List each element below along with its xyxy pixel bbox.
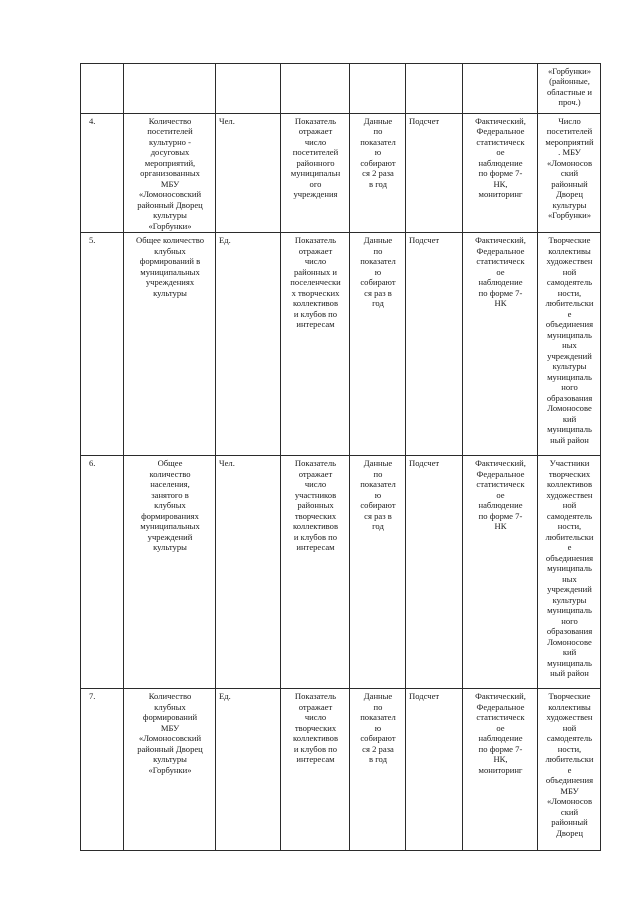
unit-text: Чел.	[219, 458, 235, 469]
method-text: Подсчет	[409, 235, 440, 246]
method-text: Подсчет	[409, 691, 440, 702]
frequency-cell	[350, 233, 406, 456]
notes-cell	[538, 456, 601, 689]
notes-cell	[538, 64, 601, 114]
frequency-cell	[350, 456, 406, 689]
indicator-table	[80, 63, 601, 851]
notes-cell	[538, 233, 601, 456]
description-cell	[281, 456, 350, 689]
unit-cell	[216, 64, 281, 114]
source-cell	[463, 114, 538, 233]
indicator-name-cell	[124, 64, 216, 114]
indicator-name: Количество посетителей культурно - досуговых мероприятий, организованных МБУ «Ломоносовский районный Дворец культуры «Горбунки»	[137, 116, 203, 231]
unit-cell	[216, 233, 281, 456]
table-row	[81, 456, 601, 689]
source-text: Фактический, Федеральное статистическ ое наблюдение по форме 7- НК, мониторинг	[475, 116, 526, 200]
unit-cell	[216, 456, 281, 689]
method-cell	[406, 456, 463, 689]
indicator-name: Общее количество населения, занятого в клубных формированиях муниципальных учреждений культуры	[140, 458, 200, 553]
description-cell	[281, 689, 350, 851]
source-text: Фактический, Федеральное статистическ ое наблюдение по форме 7- НК	[475, 235, 526, 309]
indicator-name-cell	[124, 233, 216, 456]
row-number: 5.	[89, 235, 96, 246]
frequency-cell	[350, 64, 406, 114]
notes-text: Число посетителей мероприятий . МБУ «Ломоносов ский районный Дворец культуры «Горбунки»	[545, 116, 594, 221]
frequency-text: Данные по показател ю собирают ся 2 раза в год	[360, 691, 396, 765]
source-text: Фактический, Федеральное статистическ ое наблюдение по форме 7- НК, мониторинг	[475, 691, 526, 775]
method-cell	[406, 64, 463, 114]
method-cell	[406, 233, 463, 456]
description-text: Показатель отражает число творческих коллективов и клубов по интересам	[292, 691, 339, 765]
row-number-cell	[81, 456, 124, 689]
description-cell	[281, 233, 350, 456]
unit-cell	[216, 689, 281, 851]
method-cell	[406, 114, 463, 233]
source-text: Фактический, Федеральное статистическ ое наблюдение по форме 7- НК	[475, 458, 526, 532]
frequency-cell	[350, 114, 406, 233]
frequency-text: Данные по показател ю собирают ся раз в год	[360, 458, 396, 532]
table-row	[81, 233, 601, 456]
description-text: Показатель отражает число участников районных творческих коллективов и клубов по интересам	[292, 458, 339, 553]
source-cell	[463, 689, 538, 851]
description-cell	[281, 114, 350, 233]
description-text: Показатель отражает число районных и поселенчески х творческих коллективов и клубов по интересам	[290, 235, 341, 330]
indicator-name: Количество клубных формирований МБУ «Ломоносовский районный Дворец культуры «Горбунки»	[137, 691, 203, 775]
table-row	[81, 689, 601, 851]
description-text: Показатель отражает число посетителей районного муниципальн ого учреждения	[290, 116, 341, 200]
frequency-text: Данные по показател ю собирают ся 2 раза в год	[360, 116, 396, 189]
frequency-cell	[350, 689, 406, 851]
notes-cell	[538, 114, 601, 233]
indicator-name-cell	[124, 114, 216, 233]
row-number: 6.	[89, 458, 96, 469]
row-number: 7.	[89, 691, 96, 702]
notes-text: Творческие коллективы художествен ной самодеятель ности, любительски е объединения МБУ «Ломоносов ский районный Дворец	[545, 691, 594, 838]
source-cell	[463, 64, 538, 114]
unit-text: Чел.	[219, 116, 235, 126]
row-number: 4.	[89, 116, 96, 126]
table-row	[81, 64, 601, 114]
row-number-cell	[81, 114, 124, 233]
unit-text: Ед.	[219, 235, 231, 246]
method-text: Подсчет	[409, 116, 440, 126]
unit-text: Ед.	[219, 691, 231, 702]
row-number-cell	[81, 233, 124, 456]
method-cell	[406, 689, 463, 851]
description-cell	[281, 64, 350, 114]
unit-cell	[216, 114, 281, 233]
notes-text: Творческие коллективы художествен ной самодеятель ности, любительски е объединения муниципаль ных учреждений культуры муниципаль ного образования Ломоносове кий муниципаль ный район	[545, 235, 594, 445]
row-number-cell	[81, 689, 124, 851]
source-cell	[463, 456, 538, 689]
notes-cell	[538, 689, 601, 851]
row-number-cell	[81, 64, 124, 114]
notes-text: «Горбунки» (районные, областные и проч.)	[546, 66, 593, 108]
indicator-name-cell	[124, 689, 216, 851]
indicator-name-cell	[124, 456, 216, 689]
source-cell	[463, 233, 538, 456]
table-row	[81, 114, 601, 233]
frequency-text: Данные по показател ю собирают ся раз в год	[360, 235, 396, 309]
method-text: Подсчет	[409, 458, 440, 469]
indicator-name: Общее количество клубных формирований в муниципальных учреждениях культуры	[136, 235, 204, 298]
notes-text: Участники творческих коллективов художествен ной самодеятель ности, любительски е объединения муниципаль ных учреждений культуры муниципаль ного образования Ломоносове кий муниципаль ный район	[545, 458, 594, 679]
